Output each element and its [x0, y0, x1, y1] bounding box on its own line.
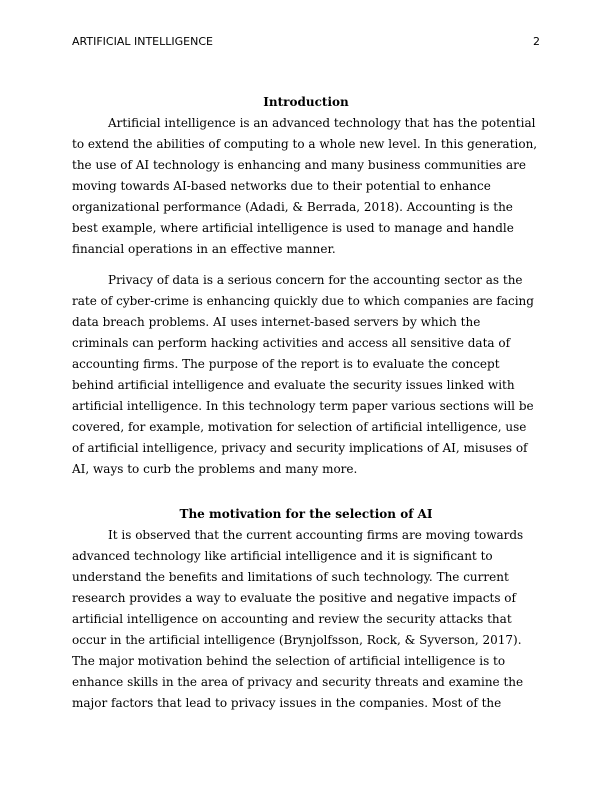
page-number: 2	[533, 35, 540, 48]
text-line: research provides a way to evaluate the positive and negative impacts of	[72, 591, 516, 605]
text-line: behind artificial intelligence and evaluate the security issues linked with	[72, 378, 515, 392]
paragraph	[72, 113, 540, 260]
text-line: Privacy of data is a serious concern for the accounting sector as the	[108, 273, 523, 287]
section-heading: Introduction	[263, 95, 349, 109]
text-line: of artificial intelligence, privacy and security implications of AI, misuses of	[72, 441, 528, 455]
text-line: financial operations in an effective manner.	[72, 242, 336, 256]
text-line: major factors that lead to privacy issues in the companies. Most of the	[72, 696, 502, 710]
text-line: The major motivation behind the selection of artificial intelligence is to	[72, 654, 506, 668]
text-line: It is observed that the current accounting firms are moving towards	[108, 528, 524, 542]
text-line: covered, for example, motivation for selection of artificial intelligence, use	[72, 420, 527, 434]
text-line: organizational performance (Adadi, & Berrada, 2018). Accounting is the	[72, 200, 513, 214]
running-head: ARTIFICIAL INTELLIGENCE	[72, 35, 213, 48]
section-heading: The motivation for the selection of AI	[179, 507, 433, 521]
text-line: best example, where artificial intelligence is used to manage and handle	[72, 221, 514, 235]
text-line: rate of cyber-crime is enhancing quickly due to which companies are facing	[72, 294, 534, 308]
text-line: advanced technology like artificial intelligence and it is significant to	[72, 549, 493, 563]
text-line: Artificial intelligence is an advanced technology that has the potential	[108, 116, 536, 130]
text-line: criminals can perform hacking activities and access all sensitive data of	[72, 336, 511, 350]
text-line: to extend the abilities of computing to a whole new level. In this generation,	[72, 137, 538, 151]
text-line: the use of AI technology is enhancing and many business communities are	[72, 158, 526, 172]
text-line: occur in the artificial intelligence (Brynjolfsson, Rock, & Syverson, 2017).	[72, 633, 522, 647]
text-line: artificial intelligence. In this technology term paper various sections will be	[72, 399, 534, 413]
paragraph	[72, 270, 540, 480]
section-motivation	[72, 504, 540, 714]
section-introduction	[72, 92, 540, 480]
text-line: artificial intelligence on accounting and review the security attacks that	[72, 612, 512, 626]
text-line: AI, ways to curb the problems and many more.	[72, 462, 358, 476]
text-line: moving towards AI-based networks due to their potential to enhance	[72, 179, 491, 193]
text-line: accounting firms. The purpose of the report is to evaluate the concept	[72, 357, 500, 371]
text-line: enhance skills in the area of privacy and security threats and examine the	[72, 675, 524, 689]
text-line: understand the benefits and limitations of such technology. The current	[72, 570, 509, 584]
paragraph	[72, 525, 540, 714]
text-line: data breach problems. AI uses internet-based servers by which the	[72, 315, 481, 329]
